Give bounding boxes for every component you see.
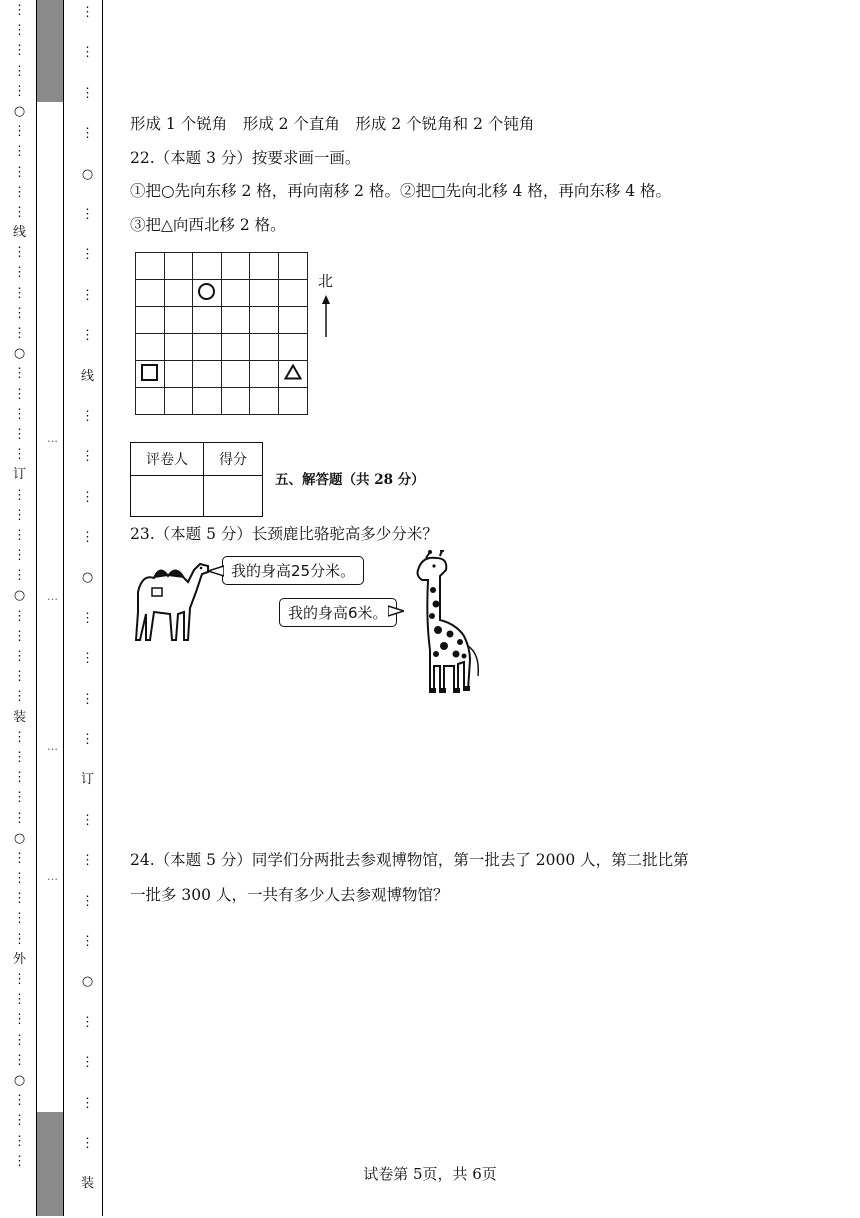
binding-mark: ⋮ — [13, 204, 26, 220]
binding-mark: ⋮ — [13, 790, 26, 806]
score-cell[interactable] — [204, 476, 263, 517]
q24-line-2: 一批多 300 人，一共有多少人去参观博物馆？ — [130, 886, 449, 904]
binding-mark: ⋮ — [13, 891, 26, 907]
q22-instruction-1: ①把○先向东移 2 格，再向南移 2 格。②把□先向北移 4 格，再向东移 4 格。 — [130, 182, 672, 200]
binding-mark: ⋮ — [13, 447, 26, 463]
binding-mark: ⋮ — [13, 931, 26, 947]
binding-margin-outer — [0, 0, 37, 1216]
north-indicator — [318, 270, 334, 341]
binding-mark: 订 — [81, 772, 95, 788]
binding-mark: ⋮ — [13, 43, 26, 59]
binding-mark: ⋮ — [81, 206, 94, 222]
score-table — [130, 442, 263, 517]
binding-mark: ⋮ — [13, 1153, 26, 1169]
binding-mark: 装 — [13, 709, 27, 725]
binding-mark: ⋮ — [81, 610, 94, 626]
binding-mark: ⋮ — [13, 1012, 26, 1028]
binding-mark: ⋮ — [13, 184, 26, 200]
binding-mark: ○ — [13, 588, 26, 604]
binding-mark: ⋮ — [81, 328, 94, 344]
camel-illustration — [128, 552, 210, 644]
binding-mark: ⋮ — [81, 1055, 94, 1071]
binding-mark: ⋮ — [13, 649, 26, 664]
binding-mark: ⋮ — [81, 287, 94, 303]
binding-mark: ⋮ — [81, 691, 94, 707]
binding-mark: ⋮ — [13, 689, 26, 705]
inner-binding-marks — [81, 6, 94, 1218]
binding-mark: ⋮ — [13, 305, 26, 321]
binding-mark: ○ — [13, 830, 26, 846]
reviewer-header: 评卷人 — [131, 443, 204, 476]
binding-mark: ⋮ — [13, 911, 26, 927]
binding-mark: ○ — [81, 166, 94, 182]
binding-mark: ⋮ — [13, 507, 26, 523]
q22-title: 22.（本题 3 分）按要求画一画。 — [130, 149, 361, 167]
binding-mark: ⋮ — [81, 1135, 94, 1151]
binding-mark: ⋮ — [81, 1014, 94, 1030]
middle-mark: … — [47, 740, 58, 753]
binding-mark: ⋮ — [13, 265, 26, 281]
binding-mark: ⋮ — [81, 812, 94, 828]
square-shape — [141, 364, 158, 381]
binding-mark: ⋮ — [81, 530, 94, 546]
binding-mark: ⋮ — [13, 23, 26, 39]
binding-mark: ⋮ — [13, 245, 26, 261]
binding-mark: ⋮ — [13, 810, 26, 826]
binding-mark: ⋮ — [13, 144, 26, 160]
binding-mark: ⋮ — [13, 871, 26, 887]
binding-mark: 装 — [81, 1176, 95, 1192]
page-footer: 试卷第 5页，共 6页 — [363, 1165, 497, 1183]
binding-mark: ○ — [81, 570, 94, 586]
binding-mark: ⋮ — [13, 1093, 26, 1109]
binding-mark: ⋮ — [81, 732, 94, 748]
q21-options-line: 形成 1 个锐角 形成 2 个直角 形成 2 个锐角和 2 个钝角 — [130, 115, 535, 133]
binding-mark: ○ — [13, 1072, 26, 1088]
middle-mark: … — [47, 590, 58, 603]
binding-mark: ⋮ — [13, 1052, 26, 1068]
q24-line-1: 24.（本题 5 分）同学们分两批去参观博物馆，第一批去了 2000 人，第二批比第 — [130, 851, 689, 869]
binding-mark: 外 — [13, 951, 27, 967]
binding-mark: ⋮ — [81, 45, 94, 61]
binding-mark: ⋮ — [81, 449, 94, 465]
binding-mark: ⋮ — [13, 972, 26, 987]
binding-mark: ○ — [81, 974, 94, 990]
circle-shape — [198, 283, 215, 300]
binding-mark: ⋮ — [13, 406, 26, 422]
binding-mark: ⋮ — [13, 3, 26, 18]
binding-mark: ⋮ — [81, 5, 94, 20]
binding-mark: ⋮ — [13, 568, 26, 584]
binding-mark: ⋮ — [81, 489, 94, 505]
binding-mark: ⋮ — [13, 487, 26, 503]
triangle-shape — [284, 364, 302, 380]
binding-mark: ⋮ — [81, 651, 94, 667]
binding-margin-inner — [64, 0, 103, 1216]
binding-mark: ⋮ — [13, 770, 26, 786]
outer-binding-marks — [13, 4, 26, 1175]
giraffe-illustration — [400, 550, 486, 700]
q23-title: 23.（本题 5 分）长颈鹿比骆驼高多少分米？ — [130, 525, 438, 543]
camel-bubble-tail — [208, 564, 224, 578]
binding-mark: ⋮ — [13, 326, 26, 341]
binding-mark: ⋮ — [13, 285, 26, 301]
binding-mark: ⋮ — [13, 426, 26, 442]
binding-mark: 线 — [13, 225, 27, 241]
binding-mark: ⋮ — [13, 63, 26, 79]
binding-mark: ⋮ — [13, 124, 26, 140]
binding-mark: ⋮ — [13, 83, 26, 99]
binding-mark: ⋮ — [13, 850, 26, 866]
binding-mark: ⋮ — [13, 992, 26, 1008]
binding-strip-top-shade — [37, 0, 63, 102]
binding-mark: ⋮ — [13, 628, 26, 644]
q22-instruction-2: ③把△向西北移 2 格。 — [130, 216, 286, 234]
score-header: 得分 — [204, 443, 263, 476]
binding-mark: ⋮ — [81, 247, 94, 263]
middle-mark: … — [47, 870, 58, 883]
section-5-title: 五、解答题（共 28 分） — [275, 472, 425, 488]
binding-mark: ⋮ — [13, 386, 26, 402]
binding-mark: ⋮ — [81, 85, 94, 101]
binding-mark: ⋮ — [13, 1032, 26, 1048]
binding-mark: ⋮ — [13, 366, 26, 382]
binding-mark: ⋮ — [81, 408, 94, 424]
drawing-grid — [135, 252, 308, 415]
binding-mark: 线 — [81, 368, 95, 384]
binding-mark: ⋮ — [81, 126, 94, 142]
binding-mark: ○ — [13, 346, 26, 362]
binding-mark: ○ — [13, 103, 26, 119]
binding-mark: ⋮ — [81, 893, 94, 909]
camel-speech-bubble: 我的身高25分米。 — [222, 556, 364, 585]
binding-mark: ⋮ — [81, 933, 94, 949]
binding-mark: ⋮ — [13, 1113, 26, 1129]
reviewer-cell[interactable] — [131, 476, 204, 517]
binding-mark: ⋮ — [13, 527, 26, 543]
north-label: 北 — [318, 272, 334, 290]
binding-mark: ⋮ — [13, 608, 26, 624]
binding-mark: ⋮ — [13, 548, 26, 564]
north-arrow-icon — [318, 295, 334, 337]
binding-mark: ⋮ — [13, 749, 26, 765]
binding-mark: ⋮ — [81, 1095, 94, 1111]
binding-mark: ⋮ — [13, 729, 26, 745]
binding-mark: ⋮ — [13, 669, 26, 685]
binding-mark: ⋮ — [13, 164, 26, 180]
binding-mark: ⋮ — [81, 853, 94, 869]
binding-mark: 订 — [13, 467, 27, 483]
binding-mark: ⋮ — [13, 1133, 26, 1149]
middle-mark: … — [47, 432, 58, 445]
binding-strip — [37, 0, 63, 1216]
giraffe-speech-bubble: 我的身高6米。 — [279, 598, 397, 627]
